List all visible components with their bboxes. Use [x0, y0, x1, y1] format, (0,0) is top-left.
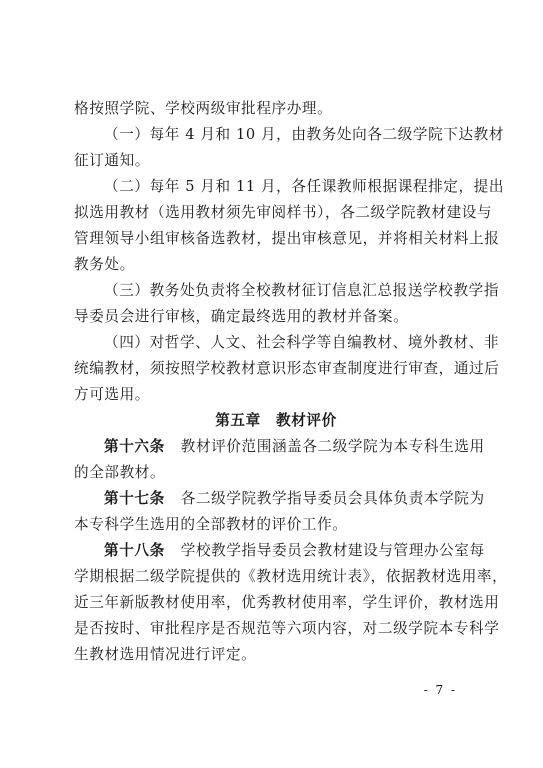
article-18-line-1 [74, 538, 485, 564]
article-17-heading: 第十七条 [104, 490, 165, 507]
text-line: 的全部教材。 [74, 464, 166, 481]
text-line: 格按照学院、学校两级审批程序办理。 [74, 100, 333, 117]
page-number: - 7 - [423, 683, 457, 697]
article-16-heading: 第十六条 [104, 438, 165, 455]
page-body [74, 96, 508, 668]
text-line: （二）每年 5 月和 11 月，各任课教师根据课程排定，提出 [104, 178, 505, 195]
text-line: 管理领导小组审核备选教材，提出审核意见，并将相关材料上报 [74, 230, 500, 247]
text-line: 是否按时、审批程序是否规范等六项内容，对二级学院本专科学 [74, 620, 500, 637]
text-line: （一）每年 4 月和 10 月，由教务处向各二级学院下达教材 [104, 126, 505, 143]
text-line: 导委员会进行审核，确定最终选用的教材并备案。 [74, 308, 409, 325]
text-line: （三）教务处负责将全校教材征订信息汇总报送学校教学指 [104, 282, 500, 299]
article-17-text: 各二级学院教学指导委员会具体负责本学院为 [180, 490, 485, 507]
article-16-line-1 [74, 434, 485, 460]
text-line: （四）对哲学、人文、社会科学等自编教材、境外教材、非 [104, 334, 500, 351]
text-line: 本专科学生选用的全部教材的评价工作。 [74, 516, 348, 533]
article-18-text: 学校教学指导委员会教材建设与管理办公室每 [180, 542, 485, 559]
text-line: 近三年新版教材使用率，优秀教材使用率，学生评价，教材选用 [74, 594, 500, 611]
text-line: 方可选用。 [74, 386, 150, 403]
text-line: 教务处。 [74, 256, 135, 273]
article-16-text: 教材评价范围涵盖各二级学院为本专科生选用 [180, 438, 485, 455]
text-line: 征订通知。 [74, 152, 150, 169]
text-line: 生教材选用情况进行评定。 [74, 646, 257, 663]
text-line: 拟选用教材（选用教材须先审阅样书），各二级学院教材建设与 [74, 204, 493, 221]
text-line: 统编教材，须按照学校教材意识形态审查制度进行审查，通过后 [74, 360, 500, 377]
chapter-title: 第五章 教材评价 [215, 412, 337, 429]
text-line: 学期根据二级学院提供的《教材选用统计表》，依据教材选用率， [74, 568, 508, 585]
article-18-heading: 第十八条 [104, 542, 165, 559]
article-17-line-1 [74, 486, 485, 512]
